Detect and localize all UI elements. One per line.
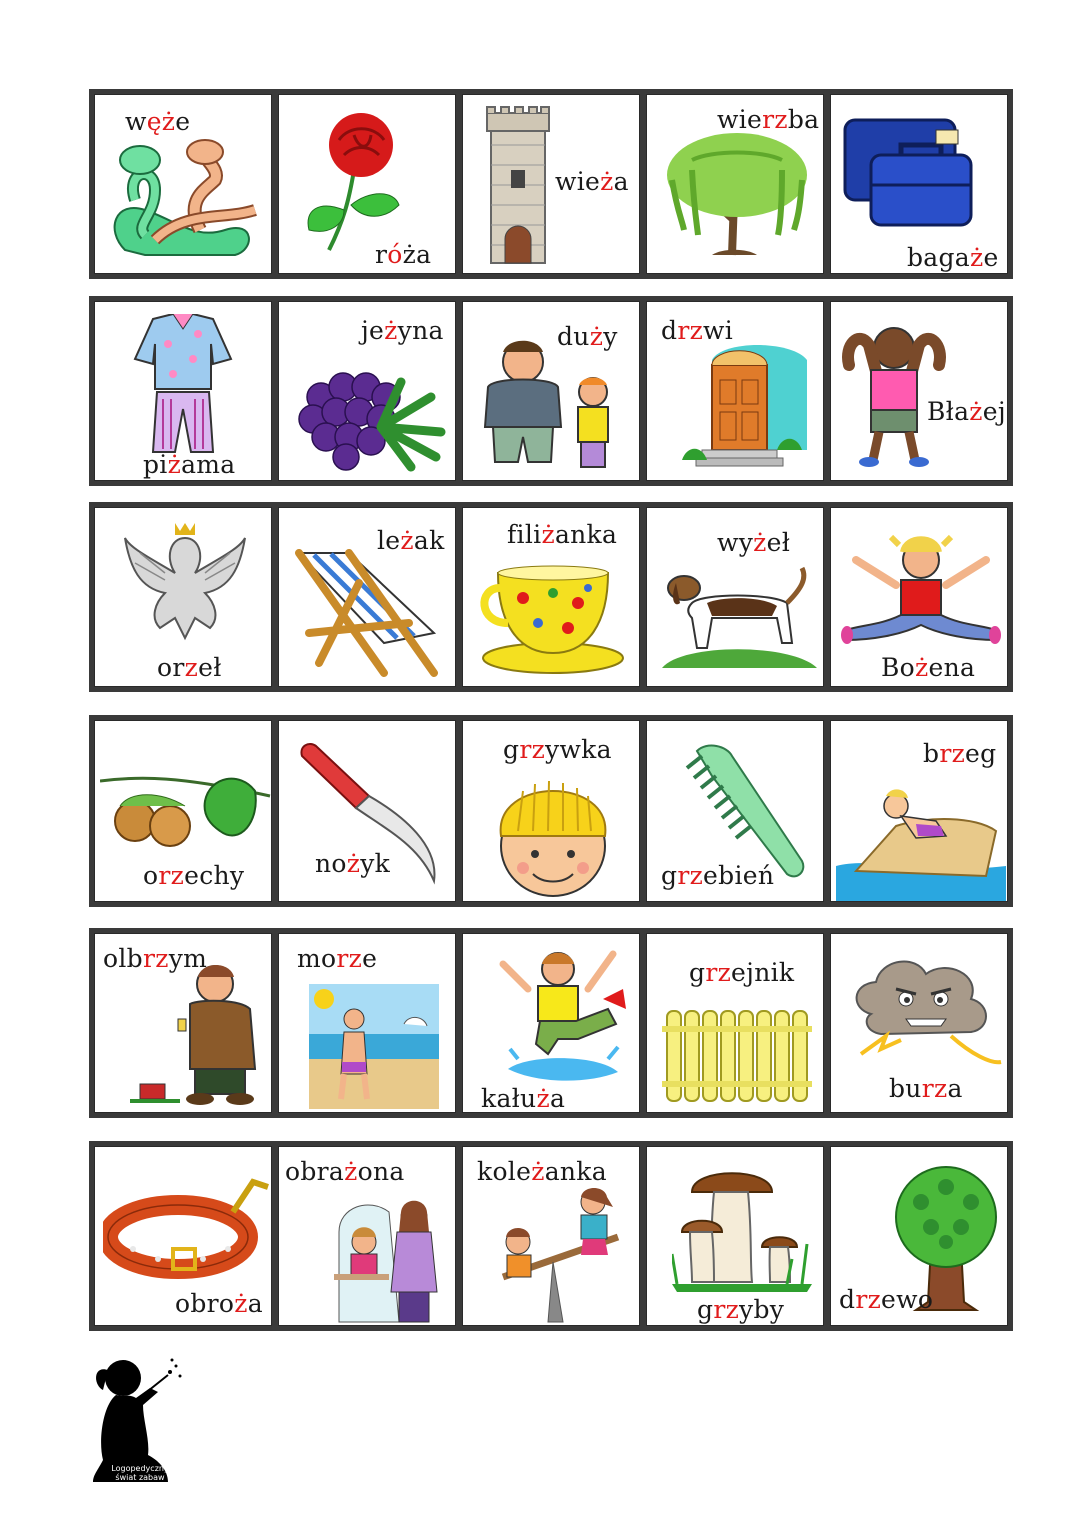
hazelnuts-icon <box>100 761 272 851</box>
word-card <box>278 720 456 902</box>
door-icon <box>682 340 822 475</box>
word-label: koleżanka <box>477 1157 607 1186</box>
radiator-icon <box>662 1006 812 1106</box>
word-label: grzejnik <box>689 958 795 987</box>
eagle-emblem-icon <box>120 518 250 648</box>
deckchair-icon <box>289 543 439 678</box>
word-strip-2 <box>89 296 1013 486</box>
logo-line-1: Logopedyczny <box>111 1464 169 1473</box>
word-card <box>830 720 1008 902</box>
word-strip-5 <box>89 928 1013 1118</box>
word-label: olbrzym <box>103 944 208 973</box>
word-label: obroża <box>175 1289 263 1318</box>
big-man-and-boy-icon <box>473 337 633 477</box>
word-label: filiżanka <box>507 520 618 549</box>
word-card <box>646 1146 824 1326</box>
seesaw-friends-icon <box>493 1187 628 1326</box>
strong-boy-icon <box>839 320 949 470</box>
word-card <box>462 933 640 1113</box>
word-card <box>462 1146 640 1326</box>
word-card <box>94 507 272 687</box>
word-label: orzechy <box>143 861 245 890</box>
word-card <box>94 301 272 481</box>
word-label: Bożena <box>881 653 976 682</box>
word-card <box>462 507 640 687</box>
word-label: bagaże <box>907 243 999 272</box>
snakes-icon <box>105 130 265 260</box>
word-label: morze <box>297 944 378 973</box>
word-label: piżama <box>143 450 236 479</box>
word-strip-3 <box>89 502 1013 692</box>
pajamas-icon <box>133 314 233 454</box>
dog-icon <box>662 548 817 678</box>
word-card <box>830 94 1008 274</box>
word-card <box>830 301 1008 481</box>
boy-with-fringe-icon <box>493 766 613 901</box>
word-label: orzeł <box>157 653 222 682</box>
word-card <box>646 720 824 902</box>
word-strip-1 <box>89 89 1013 279</box>
word-card <box>646 507 824 687</box>
word-card <box>94 933 272 1113</box>
willow-tree-icon <box>662 130 812 260</box>
teacup-icon <box>478 563 628 678</box>
word-label: duży <box>557 322 618 351</box>
word-label: kałuża <box>481 1084 566 1113</box>
word-card <box>646 301 824 481</box>
word-label: burza <box>889 1074 963 1103</box>
word-label: węże <box>125 107 191 136</box>
giant-icon <box>130 959 270 1109</box>
shore-icon <box>836 786 1006 901</box>
word-label: róża <box>375 240 432 269</box>
storm-cloud-icon <box>841 944 1006 1084</box>
word-card <box>646 933 824 1113</box>
suitcases-icon <box>841 110 976 230</box>
word-label: drzwi <box>661 316 734 345</box>
word-card <box>278 94 456 274</box>
jumping-girl-icon <box>841 530 1001 645</box>
word-label: brzeg <box>923 739 997 768</box>
dog-collar-icon <box>103 1167 272 1282</box>
word-label: jeżyna <box>361 316 444 345</box>
word-card <box>278 301 456 481</box>
word-label: wierzba <box>717 105 820 134</box>
word-card <box>830 1146 1008 1326</box>
logo-line-2: świat zabaw <box>115 1473 165 1482</box>
rose-icon <box>299 110 419 260</box>
word-card <box>646 94 824 274</box>
word-card <box>830 933 1008 1113</box>
word-label: wieża <box>555 167 629 196</box>
word-label: grzywka <box>503 735 612 764</box>
logo-caption <box>100 1464 180 1482</box>
word-label: leżak <box>377 526 445 555</box>
mushrooms-icon <box>672 1162 812 1297</box>
word-card <box>278 933 456 1113</box>
word-card <box>462 720 640 902</box>
word-strip-4 <box>89 715 1013 907</box>
word-card <box>462 301 640 481</box>
word-card <box>94 720 272 902</box>
word-label: wyżeł <box>717 528 791 557</box>
puddle-jump-icon <box>498 944 628 1089</box>
word-card <box>462 94 640 274</box>
word-label: obrażona <box>285 1157 405 1186</box>
comb-icon <box>682 736 812 881</box>
offended-girl-icon <box>329 1192 449 1326</box>
word-strip-6 <box>89 1141 1013 1331</box>
word-card <box>278 1146 456 1326</box>
word-card <box>830 507 1008 687</box>
word-label: drzewo <box>839 1285 934 1314</box>
blackberry-icon <box>291 357 451 477</box>
word-card <box>278 507 456 687</box>
word-card <box>94 1146 272 1326</box>
word-card <box>94 94 272 274</box>
tower-icon <box>483 105 553 265</box>
word-label: grzyby <box>697 1295 785 1324</box>
word-label: grzebień <box>661 861 775 890</box>
word-label: Błażej <box>927 397 1006 426</box>
word-label: nożyk <box>315 849 391 878</box>
seaside-icon <box>309 984 439 1109</box>
